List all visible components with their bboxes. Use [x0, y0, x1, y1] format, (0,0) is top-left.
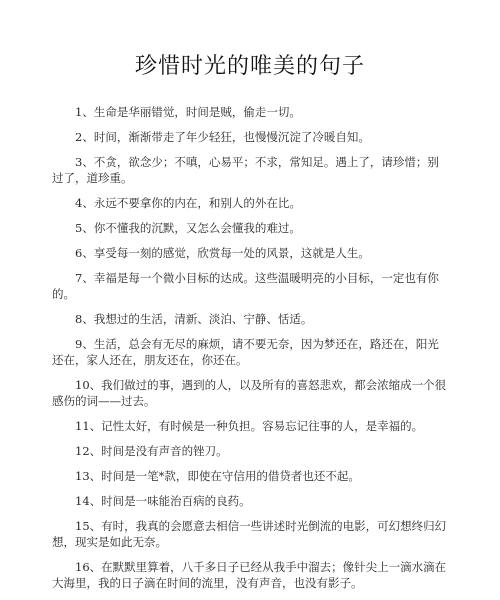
list-item: 5、你不懂我的沉默，又怎么会懂我的难过。	[75, 221, 301, 235]
list-item: 9、生活，总会有无尽的麻烦，请不要无奈，因为梦还在，路还在，阳光还在，家人还在，朋友还在，你还在。	[52, 337, 439, 367]
list-item: 1、生命是华丽错觉，时间是贼，偷走一切。	[75, 105, 301, 119]
list-item: 10、我们做过的事，遇到的人，以及所有的喜怒悲欢，都会浓缩成一个很感伤的词——过去。	[52, 378, 447, 408]
list-item: 8、我想过的生活，清新、淡泊、宁静、恬适。	[75, 312, 313, 326]
list-item: 3、不贪，欲念少；不嗔，心易平；不求，常知足。遇上了，请珍惜；别过了，道珍重。	[52, 155, 439, 185]
page-title: 珍惜时光的唯美的句子	[134, 54, 365, 79]
list-item: 2、时间，渐渐带走了年少轻狂，也慢慢沉淀了冷暖自知。	[75, 130, 370, 144]
sentence-list	[52, 104, 448, 600]
list-item: 7、幸福是每一个微小目标的达成。这些温暖明亮的小目标，一定也有你的。	[52, 271, 439, 301]
list-item: 14、时间是一味能治百病的良药。	[75, 494, 251, 508]
list-item: 15、有时，我真的会愿意去相信一些讲述时光倒流的电影，可幻想终归幻想，现实是如此无奈。	[52, 519, 447, 549]
list-item: 4、永远不要拿你的内在，和别人的外在比。	[75, 196, 301, 210]
list-item: 12、时间是没有声音的锉刀。	[75, 444, 228, 458]
list-item: 6、享受每一刻的感觉，欣赏每一处的风景，这就是人生。	[75, 246, 370, 260]
list-item: 13、时间是一笔*款，即使在守信用的借贷者也还不起。	[75, 469, 360, 483]
list-item: 11、记性太好，有时候是一种负担。容易忘记往事的人，是幸福的。	[75, 419, 424, 433]
list-item: 16、在默默里算着，八千多日子已经从我手中溜去；像针尖上一滴水滴在大海里，我的日子滴在时间的流里，没有声音，也没有影子。	[52, 560, 447, 590]
